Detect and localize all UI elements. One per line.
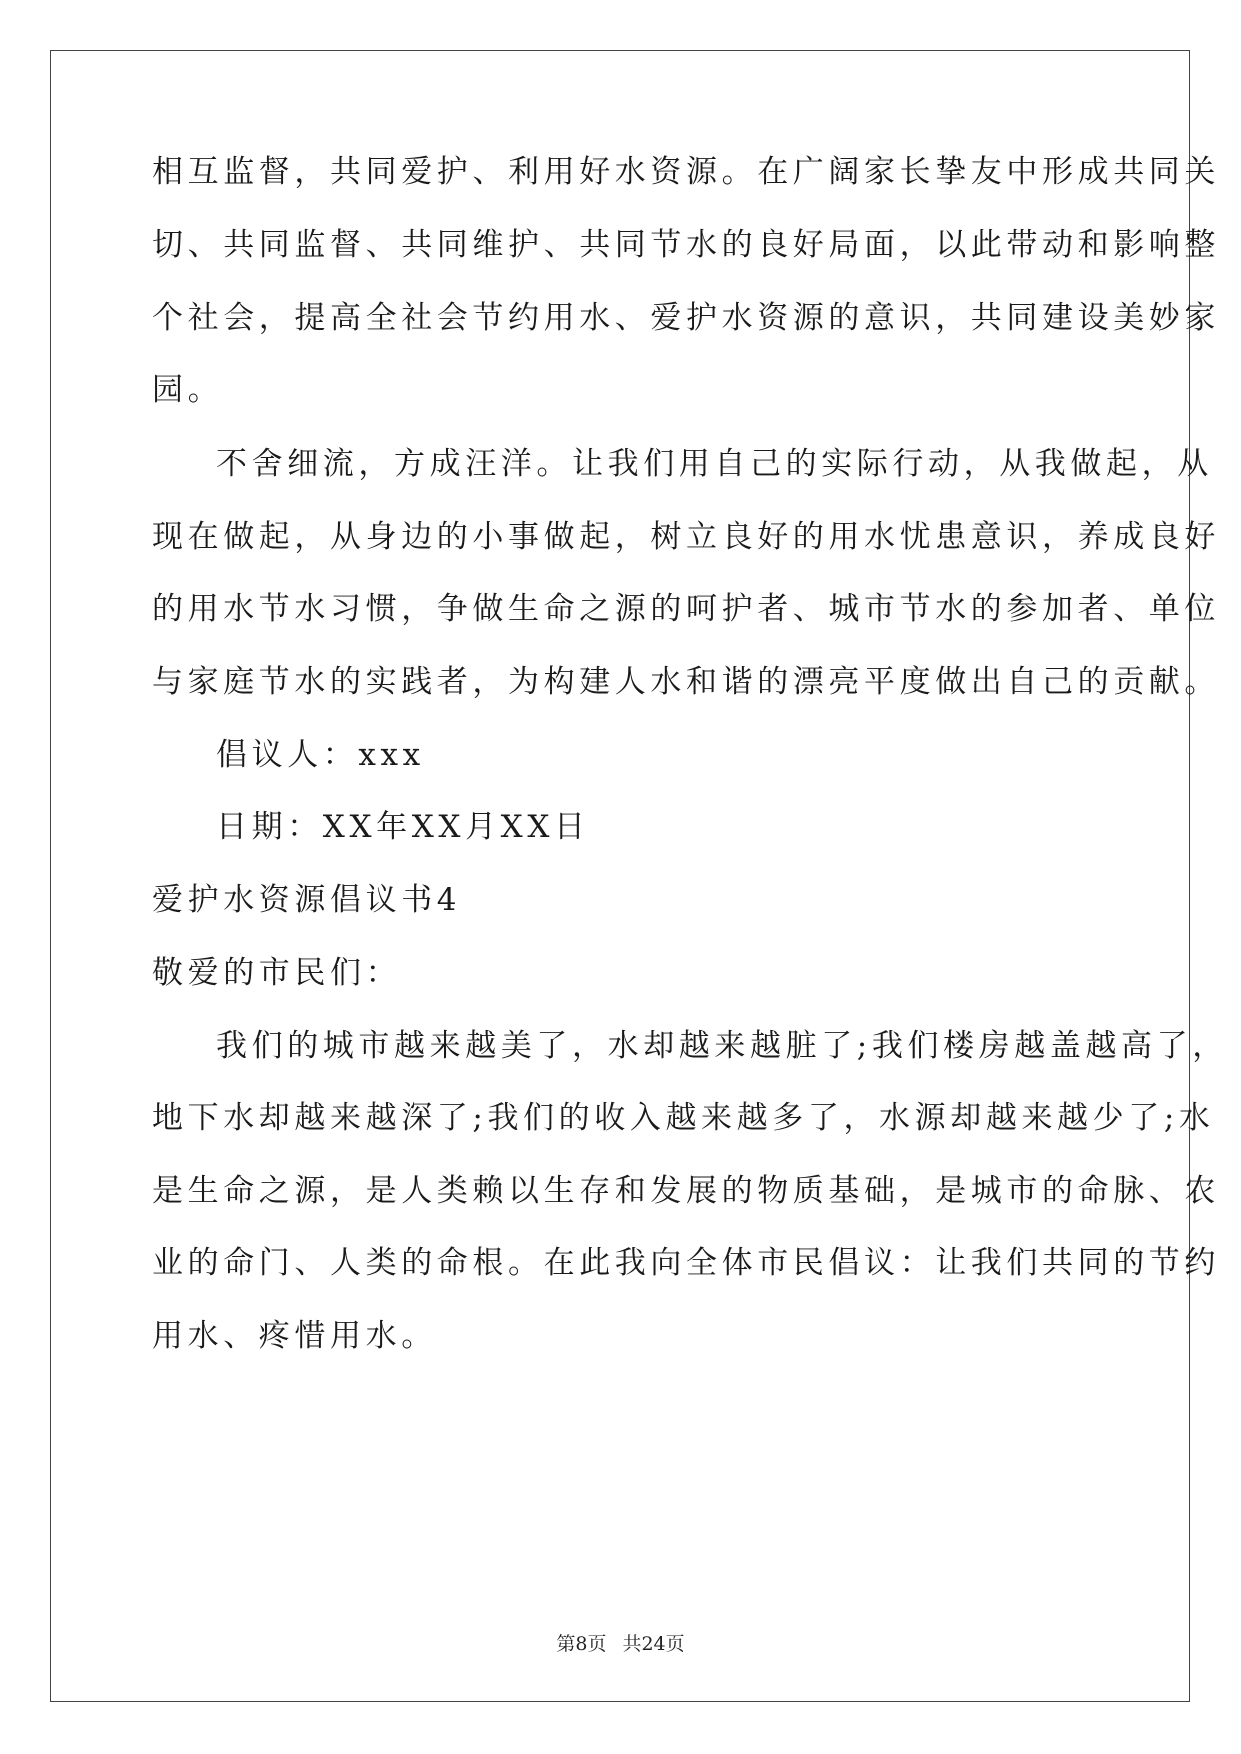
date-line: 日期：XX年XX月XX日: [216, 809, 590, 845]
page-total: 共24页: [622, 1633, 685, 1655]
proposer-line: 倡议人：xxx: [216, 737, 425, 773]
text-line: 我们的城市越来越美了，水却越来越脏了;我们楼房越盖越高了，: [216, 1028, 1228, 1064]
text-line: 地下水却越来越深了;我们的收入越来越多了，水源却越来越少了;水: [152, 1100, 1215, 1136]
text-line: 园。: [152, 372, 224, 408]
text-line: 用水、疼惜用水。: [152, 1318, 437, 1354]
text-line: 现在做起，从身边的小事做起，树立良好的用水忧患意识，养成良好: [152, 519, 1220, 555]
text-line: 相互监督，共同爱护、利用好水资源。在广阔家长挚友中形成共同关: [152, 154, 1220, 190]
page-border: [50, 50, 1190, 1702]
section-title: 爱护水资源倡议书4: [152, 882, 462, 918]
text-line: 个社会，提高全社会节约用水、爱护水资源的意识，共同建设美妙家: [152, 300, 1220, 336]
salutation: 敬爱的市民们：: [152, 955, 402, 991]
text-line: 业的命门、人类的命根。在此我向全体市民倡议：让我们共同的节约: [152, 1245, 1220, 1281]
text-line: 与家庭节水的实践者，为构建人水和谐的漂亮平度做出自己的贡献。: [152, 664, 1220, 700]
text-line: 切、共同监督、共同维护、共同节水的良好局面，以此带动和影响整: [152, 227, 1220, 263]
text-line: 不舍细流，方成汪洋。让我们用自己的实际行动，从我做起，从: [216, 446, 1213, 482]
text-line: 的用水节水习惯，争做生命之源的呵护者、城市节水的参加者、单位: [152, 591, 1220, 627]
page-number: 第8页: [556, 1633, 607, 1655]
page-footer: [0, 1629, 1241, 1656]
text-line: 是生命之源，是人类赖以生存和发展的物质基础，是城市的命脉、农: [152, 1173, 1220, 1209]
